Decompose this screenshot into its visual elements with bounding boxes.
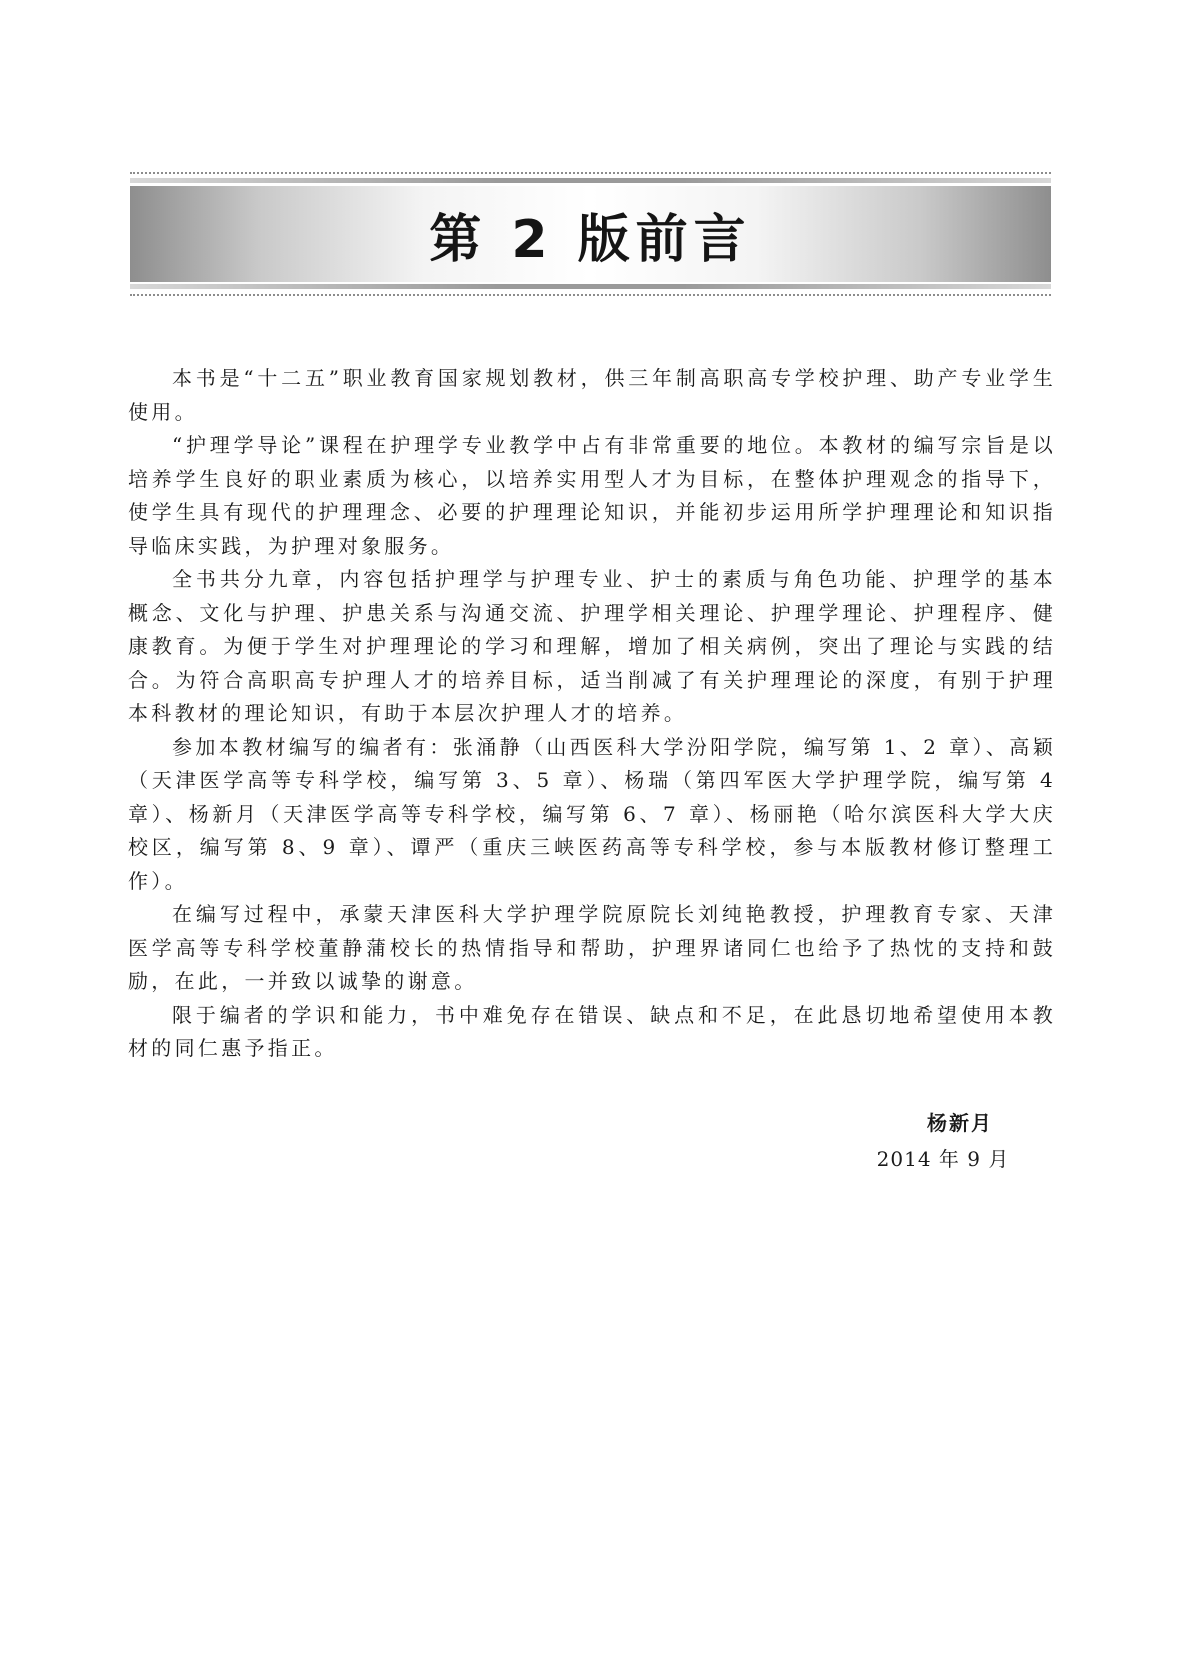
paragraph: 本书是“十二五”职业教育国家规划教材，供三年制高职高专学校护理、助产专业学生使用。 — [128, 366, 1056, 424]
title-box — [130, 186, 1051, 282]
top-gradient-bar — [130, 178, 1051, 183]
top-dotted-rule — [130, 172, 1051, 174]
bottom-dotted-rule — [130, 294, 1051, 296]
signature-date: 2014 年 9 月 — [876, 1147, 1010, 1171]
paragraph: 限于编者的学识和能力，书中难免存在错误、缺点和不足，在此恳切地希望使用本教材的同仁惠予指正。 — [128, 1002, 1056, 1060]
bottom-gradient-bar — [130, 284, 1051, 289]
author-name: 杨新月 — [927, 1111, 993, 1135]
signature-block — [876, 1108, 1040, 1174]
page-title: 第 2 版前言 — [429, 209, 752, 270]
paragraph: 在编写过程中，承蒙天津医科大学护理学院原院长刘纯艳教授，护理教育专家、天津医学高等专科学校董静蒲校长的热情指导和帮助，护理界诸同仁也给予了热忱的支持和鼓励，在此，一并致以诚挚的谢意。 — [128, 902, 1056, 993]
title-banner — [130, 170, 1051, 300]
paragraph: “护理学导论”课程在护理学专业教学中占有非常重要的地位。本教材的编写宗旨是以培养学生良好的职业素质为核心，以培养实用型人才为目标，在整体护理观念的指导下，使学生具有现代的护理理念、必要的护理理论知识，并能初步运用所学护理理论和知识指导临床实践，为护理对象服务。 — [128, 433, 1056, 558]
preface-body — [128, 362, 1056, 1066]
paragraph: 全书共分九章，内容包括护理学与护理专业、护士的素质与角色功能、护理学的基本概念、文化与护理、护患关系与沟通交流、护理学相关理论、护理学理论、护理程序、健康教育。为便于学生对护理理论的学习和理解，增加了相关病例，突出了理论与实践的结合。为符合高职高专护理人才的培养目标，适当削减了有关护理理论的深度，有别于护理本科教材的理论知识，有助于本层次护理人才的培养。 — [128, 567, 1056, 725]
paragraph: 参加本教材编写的编者有：张涌静（山西医科大学汾阳学院，编写第 1、2 章）、高颖（天津医学高等专科学校，编写第 3、5 章）、杨瑞（第四军医大学护理学院，编写第 4 章）、杨新月（天津医学高等专科学校，编写第 6、7 章）、杨丽艳（哈尔滨医科大学大庆校区，编写第 8、9 章）、谭严（重庆三峡医药高等专科学校，参与本版教材修订整理工作）。 — [128, 734, 1056, 893]
